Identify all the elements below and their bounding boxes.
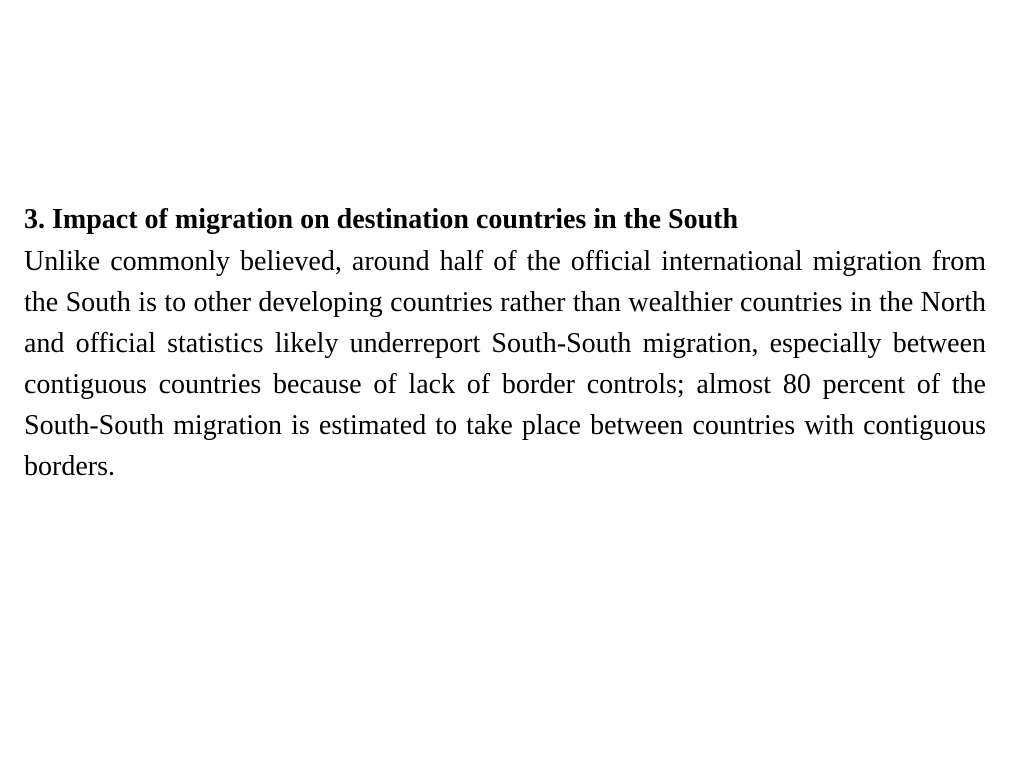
body-paragraph: Unlike commonly believed, around half of the official international migration from the South is to other developing countries rather than wealthier countries in the North and official statistics likely underreport South-South migration, especially between contiguous countries because of lack of border controls; almost 80 percent of the South-South migration is estimated to take place between countries with contiguous borders. xyxy=(24,246,986,482)
slide-content xyxy=(24,199,986,487)
section-heading: 3. Impact of migration on destination countries in the South xyxy=(24,204,739,235)
